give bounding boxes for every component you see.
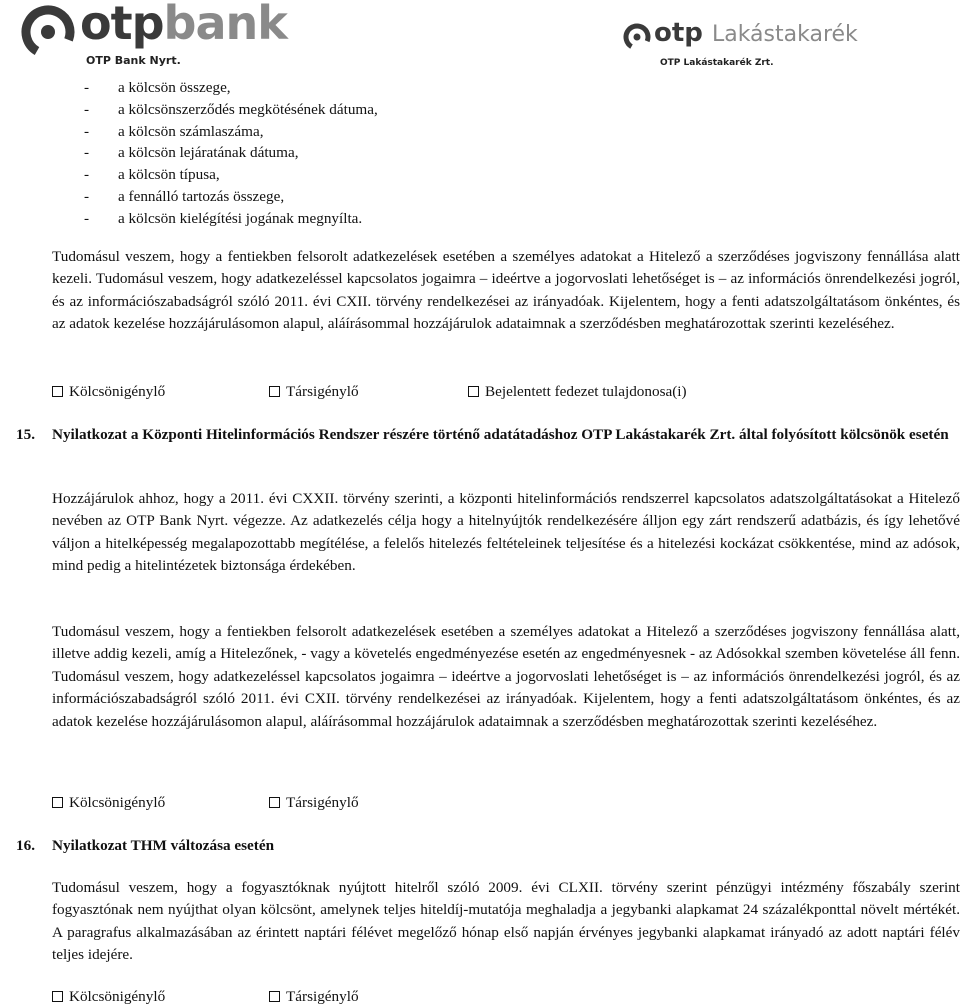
list-item: - a kölcsön számlaszáma,: [84, 121, 378, 143]
list-item: - a kölcsönszerződés megkötésének dátuma,: [84, 99, 378, 121]
checkbox-square-icon[interactable]: [52, 797, 63, 808]
section-15-number: 15.: [16, 426, 35, 443]
brand-main: otp: [654, 18, 703, 48]
checkbox-fedezet-tulajdonosa[interactable]: [468, 382, 687, 402]
consent-paragraph-3: Tudomásul veszem, hogy a fentiekben felsorolt adatkezelések esetében a személyes adatokat a Hitelező a szerződéses jogviszony fennállása alatt, illetve addig kezeli, amíg a Hitelezőnek, - vagy a követelés engedményezése esetén az engedményesnek - az Adósokkal szemben követelése áll fenn. Tudomásul veszem, hogy adatkezeléssel kapcsolatos jogaimra – ideértve a jogorvoslati lehetőséget is – az információs önrendelkezési jogról, és az információszabadságról szóló 2011. évi CXII. törvény rendelkezései az irányadóak. Kijelentem, hogy a fenti adatszolgáltatásom önkéntes, és az adatok kezelése hozzájárulásomon alapul, aláírásommal hozzájárulok adataimnak a szerződésben meghatározottak szerinti kezeléséhez.: [52, 623, 960, 730]
section-16-title: Nyilatkozat THM változása esetén: [52, 837, 275, 854]
checkbox-label: Társigénylő: [286, 383, 359, 400]
list-item: - a kölcsön kielégítési jogának megnyílta.: [84, 208, 378, 230]
checkbox-tarsigenylo[interactable]: [269, 382, 359, 402]
checkbox-label: Társigénylő: [286, 794, 359, 811]
checkbox-square-icon[interactable]: [269, 797, 280, 808]
checkbox-square-icon[interactable]: [269, 386, 280, 397]
checkbox-square-icon[interactable]: [468, 386, 479, 397]
checkbox-label: Kölcsönigénylő: [69, 383, 166, 400]
khr-consent-paragraph: Hozzájárulok ahhoz, hogy a 2011. évi CXXII. törvény szerinti, a központi hitelinformációs rendszerrel kapcsolatos adatszolgáltatásokat a Hitelező nevében az OTP Bank Nyrt. végezze. Az adatkezelés célja hogy a hitelnyújtók rendelkezésére álljon egy zárt rendszerű adatbázis, és így lehetővé váljon a hitelképesség megalapozottabb megítélése, a felelős hitelezés feltételeinek teljesítése és a hitelezési kockázat csökkentése, mind az adósok, mind pedig a hitelintézetek biztonsága érdekében.: [52, 490, 960, 575]
otp-lakastakarek-subtitle: OTP Lakástakarék Zrt.: [660, 58, 774, 68]
checkbox-kolcsonigenylo[interactable]: [52, 987, 165, 1007]
brand-accent: Lakástakarék: [711, 22, 858, 47]
otp-bank-subtitle: OTP Bank Nyrt.: [86, 54, 181, 67]
checkbox-tarsigenylo[interactable]: [269, 793, 359, 813]
otp-lakastakarek-wordmark: [654, 20, 858, 46]
checkbox-square-icon[interactable]: [52, 386, 63, 397]
checkbox-square-icon[interactable]: [52, 991, 63, 1002]
brand-accent: bank: [163, 0, 287, 50]
thm-paragraph: Tudomásul veszem, hogy a fogyasztóknak nyújtott hitelről szóló 2009. évi CLXII. törvény szerint pénzügyi intézmény főszabály szerint fogyasztónak nem nyújthat olyan kölcsönt, amelynek teljes hiteldíj-mutatója meghaladja a jegybanki alapkamat 24 százalékponttal növelt mértékét. A paragrafus alkalmazásában az érintett naptári félévet megelőző hónap első napján érvényes jegybanki alapkamat irányadó az adott naptári félév teljes idejére.: [52, 879, 960, 964]
otp-bank-wordmark: [80, 0, 287, 50]
checkbox-kolcsonigenylo[interactable]: [52, 382, 165, 402]
otp-lakastakarek-logo: [622, 18, 882, 74]
consent-paragraph-1: Tudomásul veszem, hogy a fentiekben felsorolt adatkezelések esetében a személyes adatokat a Hitelező a szerződéses jogviszony fennállása alatt kezeli. Tudomásul veszem, hogy adatkezeléssel kapcsolatos jogaimra – ideértve a jogorvoslati lehetőséget is – az információs önrendelkezési jogról, és az információszabadságról szóló 2011. évi CXII. törvény rendelkezései az irányadóak. Kijelentem, hogy a fenti adatszolgáltatásom önkéntes, és az adatok kezelése hozzájárulásomon alapul, aláírásommal hozzájárulok adataimnak a szerződésben meghatározottak szerinti kezeléséhez.: [52, 248, 960, 333]
checkbox-kolcsonigenylo[interactable]: [52, 793, 165, 813]
list-item: - a kölcsön összege,: [84, 77, 378, 99]
list-item: - a kölcsön lejáratának dátuma,: [84, 142, 378, 164]
brand-main: otp: [80, 0, 164, 50]
otp-swirl-logo-icon: [20, 4, 76, 60]
section-16-number: 16.: [16, 837, 35, 854]
checkbox-label: Bejelentett fedezet tulajdonosa(i): [485, 383, 687, 400]
otp-bank-logo: [20, 0, 287, 70]
list-item: - a kölcsön típusa,: [84, 164, 378, 186]
section-15-title: Nyilatkozat a Központi Hitelinformációs Rendszer részére történő adatátadáshoz OTP Lakástakarék Zrt. által folyósított kölcsönök esetén: [52, 426, 949, 443]
checkbox-tarsigenylo[interactable]: [269, 987, 359, 1007]
list-item: - a fennálló tartozás összege,: [84, 186, 378, 208]
checkbox-label: Kölcsönigénylő: [69, 794, 166, 811]
checkbox-square-icon[interactable]: [269, 991, 280, 1002]
data-items-list: [84, 77, 378, 230]
checkbox-label: Társigénylő: [286, 988, 359, 1005]
checkbox-label: Kölcsönigénylő: [69, 988, 166, 1005]
otp-swirl-logo-icon: [622, 22, 652, 52]
